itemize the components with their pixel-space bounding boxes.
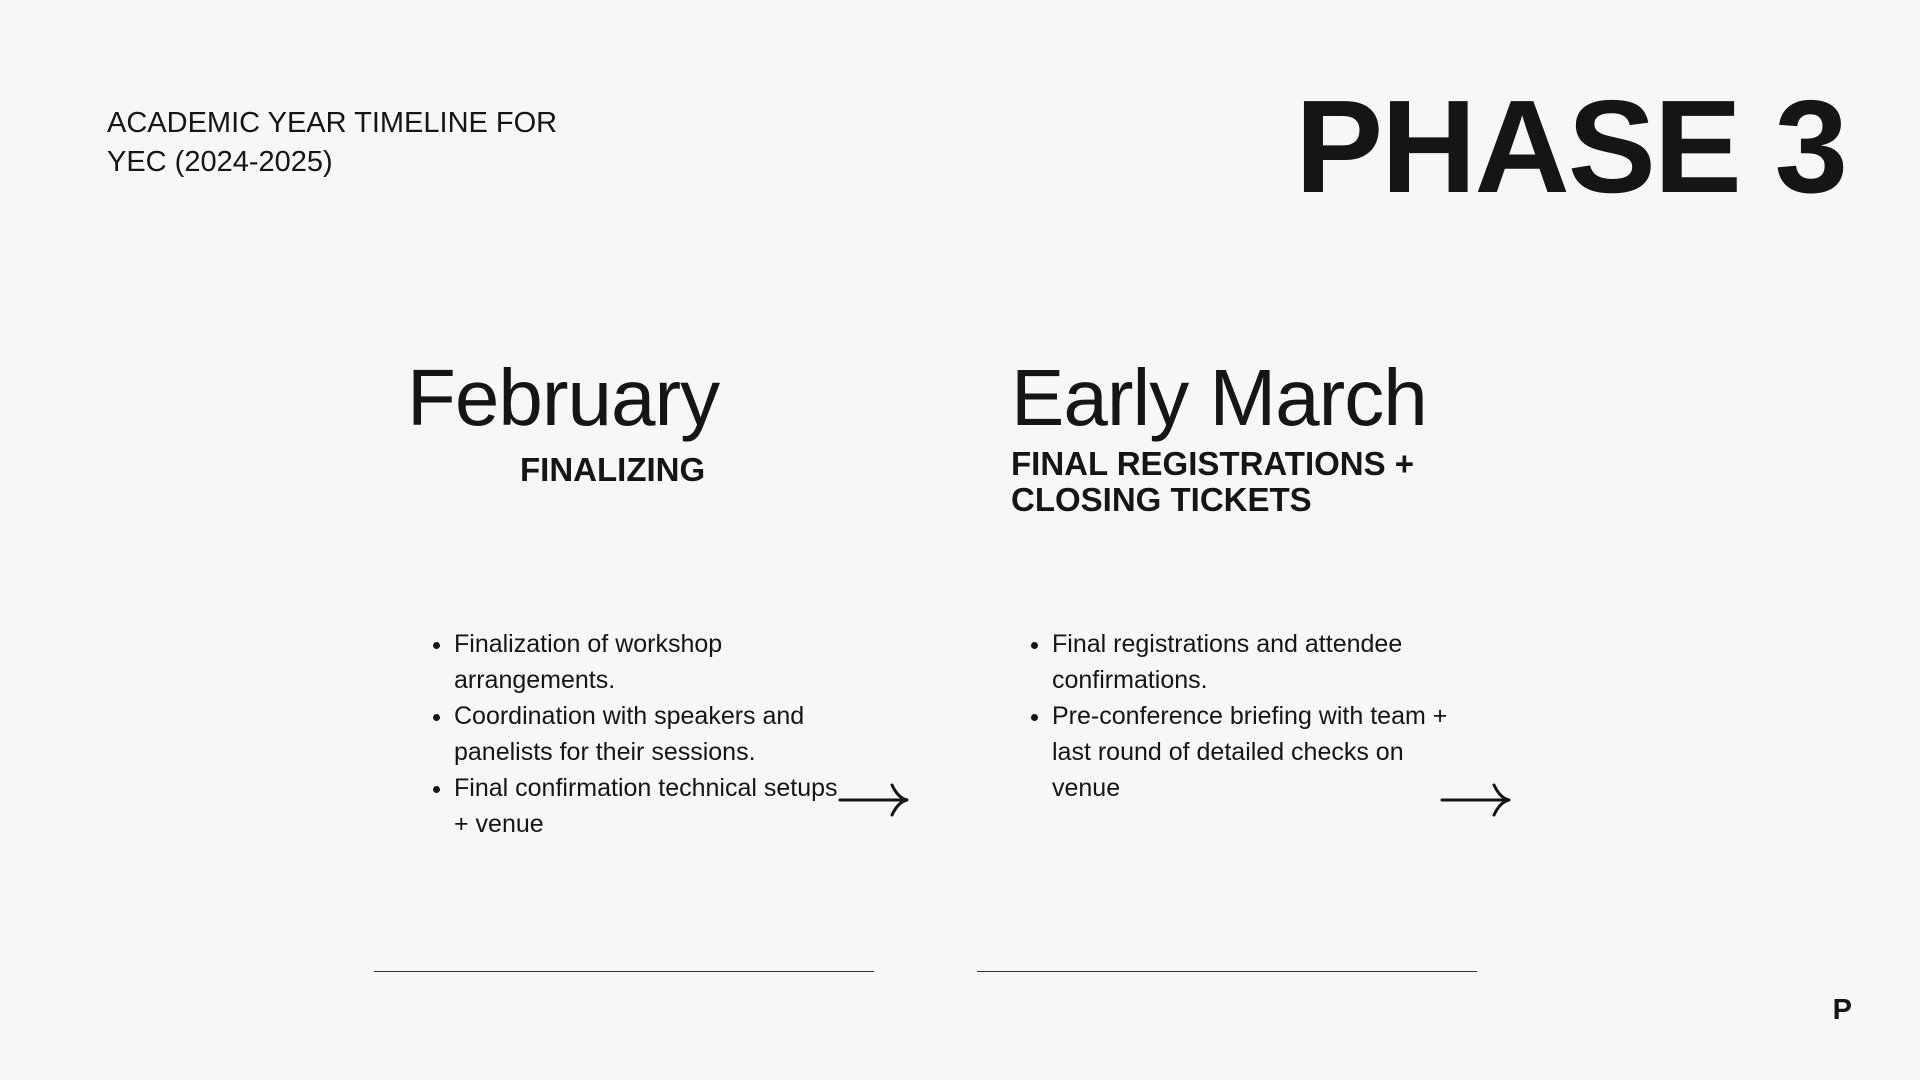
divider xyxy=(977,971,1477,972)
stage-label xyxy=(520,452,705,488)
stage-label-line1: FINALIZING xyxy=(520,451,706,488)
timeline-title-line1: ACADEMIC YEAR TIMELINE FOR xyxy=(107,107,558,139)
stage-label-line2: CLOSING TICKETS xyxy=(1011,481,1312,518)
divider xyxy=(374,971,874,972)
timeline-title-line2: YEC (2024-2025) xyxy=(107,146,333,178)
timeline-title xyxy=(107,104,557,182)
list-item: • Coordination with speakers and panelists for their sessions. xyxy=(454,698,854,770)
list-item: • Final confirmation technical setups + venue xyxy=(454,770,854,842)
list-item: • Pre-conference briefing with team + last round of detailed checks on venue xyxy=(1052,698,1472,806)
stage-label-line1: FINAL REGISTRATIONS + xyxy=(1011,445,1415,482)
task-list xyxy=(413,626,854,842)
month-heading: Early March xyxy=(1011,353,1427,442)
arrow-right-icon xyxy=(838,780,910,820)
page-mark: P xyxy=(1832,994,1852,1026)
task-list xyxy=(1011,626,1472,806)
arrow-right-icon xyxy=(1440,780,1512,820)
month-heading: February xyxy=(407,353,720,442)
stage-label xyxy=(1011,446,1414,518)
list-item: • Finalization of workshop arrangements. xyxy=(454,626,854,698)
phase-heading: PHASE 3 xyxy=(1295,73,1846,220)
list-item: • Final registrations and attendee confirmations. xyxy=(1052,626,1472,698)
